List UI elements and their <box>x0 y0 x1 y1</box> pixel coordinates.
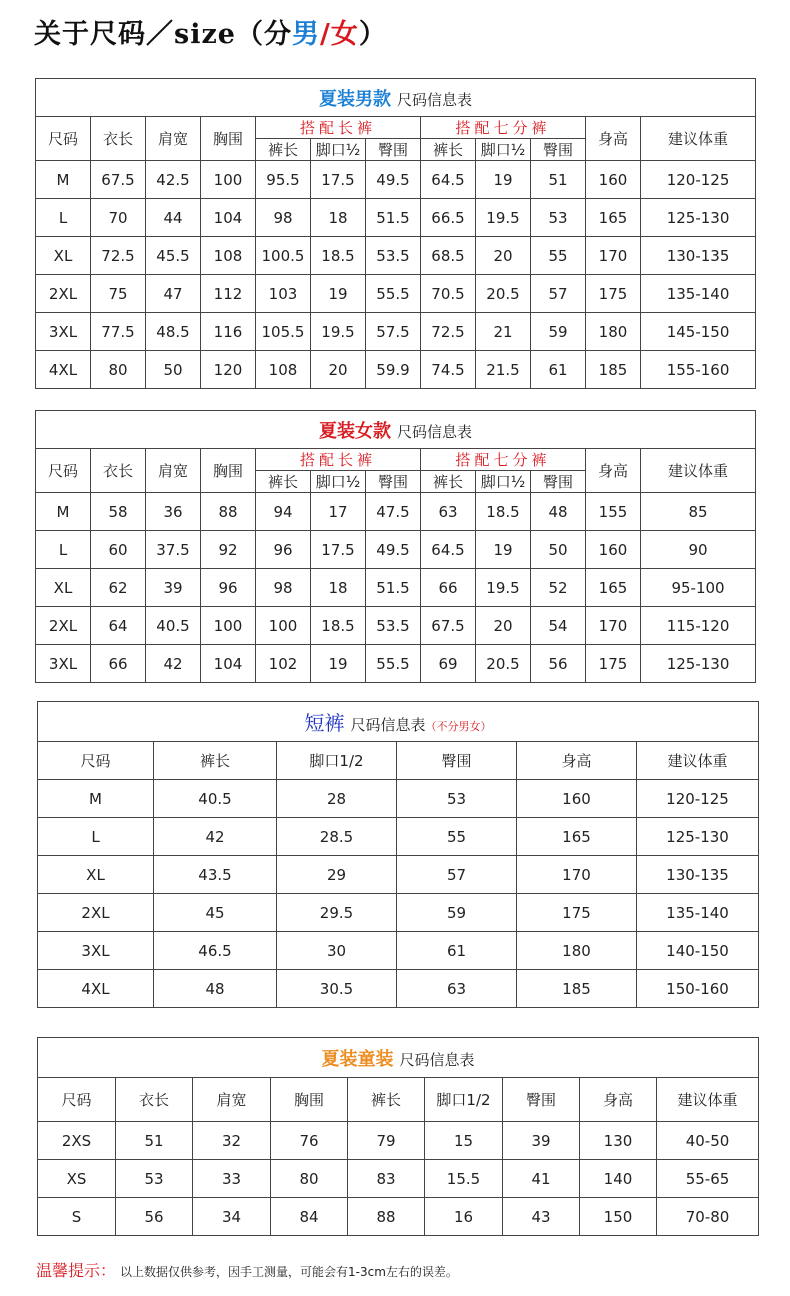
table-cell: 98 <box>256 569 311 607</box>
table-cell: 18.5 <box>311 607 366 645</box>
kids-size-table <box>37 1037 759 1236</box>
table-cell: 53.5 <box>366 237 421 275</box>
women-title: 夏装女款 <box>319 420 392 442</box>
women-table-title <box>36 411 756 449</box>
table-cell: XL <box>36 569 91 607</box>
table-cell: 64 <box>91 607 146 645</box>
shorts-header: 建议体重 <box>637 742 759 780</box>
table-cell: 2XS <box>38 1122 116 1160</box>
women-header-length: 衣长 <box>91 449 146 493</box>
table-cell: 180 <box>517 932 637 970</box>
table-cell: 100.5 <box>256 237 311 275</box>
table-cell: 160 <box>586 161 641 199</box>
women-sub-header: 脚口½ <box>311 471 366 493</box>
table-cell: 61 <box>531 351 586 389</box>
table-cell: 17.5 <box>311 161 366 199</box>
women-sub-header: 脚口½ <box>476 471 531 493</box>
table-cell: L <box>36 531 91 569</box>
table-cell: 42 <box>154 818 277 856</box>
table-cell: 51 <box>531 161 586 199</box>
table-cell: 150-160 <box>637 970 759 1008</box>
table-row <box>36 569 756 607</box>
table-cell: 55 <box>531 237 586 275</box>
men-size-table <box>35 78 756 389</box>
kids-title-suffix: 尺码信息表 <box>399 1050 475 1069</box>
men-title: 夏装男款 <box>319 88 392 110</box>
table-cell: 55.5 <box>366 275 421 313</box>
women-sub-header: 臀围 <box>366 471 421 493</box>
table-cell: 98 <box>256 199 311 237</box>
page-title-women: 女 <box>330 19 359 50</box>
shorts-header: 脚口1/2 <box>277 742 397 780</box>
men-sub-header: 脚口½ <box>311 139 366 161</box>
table-cell: 19 <box>311 645 366 683</box>
table-cell: 30.5 <box>277 970 397 1008</box>
table-cell: 70.5 <box>421 275 476 313</box>
footer-tip-text: 以上数据仅供参考，因手工测量，可能会有1-3cm左右的误差。 <box>120 1265 458 1279</box>
table-cell: 40.5 <box>154 780 277 818</box>
table-cell: 68.5 <box>421 237 476 275</box>
shorts-header: 尺码 <box>38 742 154 780</box>
table-cell: 40.5 <box>146 607 201 645</box>
kids-table-title <box>38 1038 759 1078</box>
table-cell: M <box>36 493 91 531</box>
table-cell: 50 <box>146 351 201 389</box>
page-title-suffix: ） <box>358 19 387 50</box>
table-row <box>38 856 759 894</box>
table-cell: 21.5 <box>476 351 531 389</box>
table-cell: 39 <box>146 569 201 607</box>
table-cell: 61 <box>397 932 517 970</box>
men-header-height: 身高 <box>586 117 641 161</box>
table-cell: M <box>36 161 91 199</box>
women-header-chest: 胸围 <box>201 449 256 493</box>
table-cell: 100 <box>201 607 256 645</box>
table-cell: 96 <box>256 531 311 569</box>
table-cell: 47.5 <box>366 493 421 531</box>
table-cell: 44 <box>146 199 201 237</box>
table-cell: 53 <box>397 780 517 818</box>
table-row <box>36 313 756 351</box>
table-cell: 32 <box>193 1122 271 1160</box>
table-row <box>38 818 759 856</box>
table-row <box>38 894 759 932</box>
page-title-slash: / <box>319 19 331 50</box>
women-header-weight: 建议体重 <box>641 449 756 493</box>
table-cell: 36 <box>146 493 201 531</box>
table-cell: 41 <box>503 1160 580 1198</box>
women-sub-header: 裤长 <box>256 471 311 493</box>
table-cell: 42.5 <box>146 161 201 199</box>
table-cell: 19.5 <box>311 313 366 351</box>
table-cell: 3XL <box>36 313 91 351</box>
table-row <box>36 199 756 237</box>
table-cell: 155 <box>586 493 641 531</box>
table-cell: 70-80 <box>657 1198 759 1236</box>
table-cell: 4XL <box>38 970 154 1008</box>
table-cell: 57 <box>531 275 586 313</box>
table-cell: 90 <box>641 531 756 569</box>
men-header-shoulder: 肩宽 <box>146 117 201 161</box>
men-sub-header: 臀围 <box>531 139 586 161</box>
table-cell: 21 <box>476 313 531 351</box>
table-cell: 55 <box>397 818 517 856</box>
women-size-table <box>35 410 756 683</box>
table-cell: 103 <box>256 275 311 313</box>
table-cell: 3XL <box>38 932 154 970</box>
table-cell: 175 <box>517 894 637 932</box>
table-cell: 63 <box>397 970 517 1008</box>
table-cell: 150 <box>580 1198 657 1236</box>
kids-header: 裤长 <box>348 1078 425 1122</box>
table-cell: 83 <box>348 1160 425 1198</box>
men-header-length: 衣长 <box>91 117 146 161</box>
table-cell: 17.5 <box>311 531 366 569</box>
table-cell: 15 <box>425 1122 503 1160</box>
table-cell: 104 <box>201 199 256 237</box>
table-cell: 140-150 <box>637 932 759 970</box>
shorts-table-title <box>38 702 759 742</box>
table-cell: 57 <box>397 856 517 894</box>
shorts-title-note: （不分男女） <box>425 720 492 733</box>
table-cell: 69 <box>421 645 476 683</box>
table-cell: 140 <box>580 1160 657 1198</box>
shorts-title: 短裤 <box>304 711 345 735</box>
table-cell: 160 <box>517 780 637 818</box>
table-cell: 19 <box>476 531 531 569</box>
women-title-suffix: 尺码信息表 <box>397 422 473 441</box>
table-cell: 19 <box>311 275 366 313</box>
table-row <box>38 1160 759 1198</box>
men-table-title <box>36 79 756 117</box>
table-cell: 20 <box>476 607 531 645</box>
kids-title: 夏装童装 <box>321 1048 394 1070</box>
table-cell: 66 <box>421 569 476 607</box>
table-cell: 55-65 <box>657 1160 759 1198</box>
table-cell: 51.5 <box>366 199 421 237</box>
shorts-size-table <box>37 701 759 1008</box>
table-cell: 165 <box>586 569 641 607</box>
table-cell: 4XL <box>36 351 91 389</box>
table-cell: 59 <box>531 313 586 351</box>
table-cell: 108 <box>256 351 311 389</box>
table-cell: 165 <box>586 199 641 237</box>
table-cell: 64.5 <box>421 531 476 569</box>
kids-header: 身高 <box>580 1078 657 1122</box>
table-cell: 57.5 <box>366 313 421 351</box>
table-cell: 59.9 <box>366 351 421 389</box>
table-cell: 39 <box>503 1122 580 1160</box>
table-cell: 76 <box>271 1122 348 1160</box>
men-sub-header: 裤长 <box>421 139 476 161</box>
table-cell: 48.5 <box>146 313 201 351</box>
table-cell: 105.5 <box>256 313 311 351</box>
table-cell: 165 <box>517 818 637 856</box>
table-cell: 102 <box>256 645 311 683</box>
table-cell: 50 <box>531 531 586 569</box>
table-cell: M <box>38 780 154 818</box>
table-cell: 64.5 <box>421 161 476 199</box>
table-cell: 43.5 <box>154 856 277 894</box>
table-cell: 51.5 <box>366 569 421 607</box>
table-cell: 120-125 <box>637 780 759 818</box>
table-cell: 70 <box>91 199 146 237</box>
table-cell: 18 <box>311 199 366 237</box>
table-cell: 55.5 <box>366 645 421 683</box>
table-cell: 43 <box>503 1198 580 1236</box>
page-title-men: 男 <box>291 19 320 50</box>
table-cell: 20 <box>311 351 366 389</box>
table-cell: 130-135 <box>641 237 756 275</box>
table-cell: 130 <box>580 1122 657 1160</box>
table-cell: 100 <box>256 607 311 645</box>
table-row <box>36 493 756 531</box>
table-cell: 20 <box>476 237 531 275</box>
table-cell: 46.5 <box>154 932 277 970</box>
table-cell: 100 <box>201 161 256 199</box>
table-cell: 2XL <box>38 894 154 932</box>
shorts-header: 臀围 <box>397 742 517 780</box>
table-cell: 28 <box>277 780 397 818</box>
table-cell: 160 <box>586 531 641 569</box>
women-header-shoulder: 肩宽 <box>146 449 201 493</box>
table-cell: 92 <box>201 531 256 569</box>
table-cell: 95-100 <box>641 569 756 607</box>
men-header-chest: 胸围 <box>201 117 256 161</box>
table-cell: 108 <box>201 237 256 275</box>
kids-header: 臀围 <box>503 1078 580 1122</box>
table-cell: 58 <box>91 493 146 531</box>
table-cell: 135-140 <box>637 894 759 932</box>
table-cell: 2XL <box>36 607 91 645</box>
table-cell: 125-130 <box>641 645 756 683</box>
table-row <box>38 1122 759 1160</box>
table-cell: 52 <box>531 569 586 607</box>
table-cell: 49.5 <box>366 531 421 569</box>
table-row <box>36 237 756 275</box>
table-cell: 45 <box>154 894 277 932</box>
men-group-capri: 搭配七分裤 <box>421 117 586 139</box>
men-sub-header: 脚口½ <box>476 139 531 161</box>
table-cell: 80 <box>271 1160 348 1198</box>
table-cell: 29 <box>277 856 397 894</box>
table-cell: 48 <box>154 970 277 1008</box>
kids-header: 脚口1/2 <box>425 1078 503 1122</box>
table-cell: 53.5 <box>366 607 421 645</box>
table-cell: 67.5 <box>421 607 476 645</box>
table-cell: 15.5 <box>425 1160 503 1198</box>
table-cell: 62 <box>91 569 146 607</box>
table-cell: 72.5 <box>91 237 146 275</box>
table-cell: 47 <box>146 275 201 313</box>
table-cell: 16 <box>425 1198 503 1236</box>
table-cell: 155-160 <box>641 351 756 389</box>
women-sub-header: 裤长 <box>421 471 476 493</box>
table-cell: 20.5 <box>476 645 531 683</box>
table-cell: XS <box>38 1160 116 1198</box>
table-cell: 17 <box>311 493 366 531</box>
table-row <box>36 645 756 683</box>
table-cell: 95.5 <box>256 161 311 199</box>
table-cell: 185 <box>517 970 637 1008</box>
shorts-header: 身高 <box>517 742 637 780</box>
page-title-prefix: 关于尺码／size（ <box>34 19 264 50</box>
table-cell: 30 <box>277 932 397 970</box>
table-row <box>38 970 759 1008</box>
table-cell: 88 <box>201 493 256 531</box>
table-cell: 29.5 <box>277 894 397 932</box>
footer-note <box>36 1258 458 1281</box>
table-cell: 19.5 <box>476 569 531 607</box>
table-cell: 130-135 <box>637 856 759 894</box>
table-cell: XL <box>38 856 154 894</box>
table-cell: 85 <box>641 493 756 531</box>
table-row <box>38 780 759 818</box>
table-cell: 56 <box>531 645 586 683</box>
table-cell: 170 <box>586 237 641 275</box>
table-cell: 125-130 <box>641 199 756 237</box>
table-cell: 18.5 <box>311 237 366 275</box>
table-cell: 135-140 <box>641 275 756 313</box>
kids-header: 尺码 <box>38 1078 116 1122</box>
table-row <box>36 607 756 645</box>
table-cell: 42 <box>146 645 201 683</box>
table-cell: 185 <box>586 351 641 389</box>
table-cell: 120-125 <box>641 161 756 199</box>
table-cell: 37.5 <box>146 531 201 569</box>
table-row <box>36 161 756 199</box>
women-group-long-pants: 搭配长裤 <box>256 449 421 471</box>
table-cell: 28.5 <box>277 818 397 856</box>
men-header-size: 尺码 <box>36 117 91 161</box>
table-cell: 18.5 <box>476 493 531 531</box>
table-cell: 60 <box>91 531 146 569</box>
footer-tip-label: 温馨提示： <box>36 1261 117 1280</box>
table-row <box>36 351 756 389</box>
kids-header: 衣长 <box>116 1078 193 1122</box>
women-header-height: 身高 <box>586 449 641 493</box>
table-cell: 180 <box>586 313 641 351</box>
table-cell: 2XL <box>36 275 91 313</box>
table-cell: 66.5 <box>421 199 476 237</box>
table-cell: 49.5 <box>366 161 421 199</box>
table-cell: 175 <box>586 645 641 683</box>
table-cell: 34 <box>193 1198 271 1236</box>
table-row <box>36 531 756 569</box>
table-cell: 115-120 <box>641 607 756 645</box>
table-cell: S <box>38 1198 116 1236</box>
men-sub-header: 裤长 <box>256 139 311 161</box>
women-sub-header: 臀围 <box>531 471 586 493</box>
table-cell: 104 <box>201 645 256 683</box>
table-cell: 19.5 <box>476 199 531 237</box>
women-group-capri: 搭配七分裤 <box>421 449 586 471</box>
table-cell: 54 <box>531 607 586 645</box>
kids-header: 肩宽 <box>193 1078 271 1122</box>
page-title <box>34 12 387 51</box>
table-cell: 88 <box>348 1198 425 1236</box>
table-cell: 116 <box>201 313 256 351</box>
table-cell: 66 <box>91 645 146 683</box>
men-sub-header: 臀围 <box>366 139 421 161</box>
table-cell: 75 <box>91 275 146 313</box>
kids-header: 建议体重 <box>657 1078 759 1122</box>
table-cell: 170 <box>517 856 637 894</box>
table-cell: 63 <box>421 493 476 531</box>
table-cell: 84 <box>271 1198 348 1236</box>
table-cell: 94 <box>256 493 311 531</box>
table-cell: 74.5 <box>421 351 476 389</box>
table-cell: 175 <box>586 275 641 313</box>
table-cell: 45.5 <box>146 237 201 275</box>
table-cell: 72.5 <box>421 313 476 351</box>
table-cell: 80 <box>91 351 146 389</box>
table-cell: 48 <box>531 493 586 531</box>
table-cell: 59 <box>397 894 517 932</box>
women-header-size: 尺码 <box>36 449 91 493</box>
table-cell: L <box>38 818 154 856</box>
shorts-title-suffix: 尺码信息表 <box>350 716 426 734</box>
table-cell: XL <box>36 237 91 275</box>
table-cell: 125-130 <box>637 818 759 856</box>
table-cell: 79 <box>348 1122 425 1160</box>
table-cell: 96 <box>201 569 256 607</box>
table-cell: 145-150 <box>641 313 756 351</box>
table-cell: 19 <box>476 161 531 199</box>
table-cell: 56 <box>116 1198 193 1236</box>
men-group-long-pants: 搭配长裤 <box>256 117 421 139</box>
table-cell: 20.5 <box>476 275 531 313</box>
men-header-weight: 建议体重 <box>641 117 756 161</box>
table-cell: 33 <box>193 1160 271 1198</box>
kids-header: 胸围 <box>271 1078 348 1122</box>
table-row <box>38 932 759 970</box>
table-cell: 40-50 <box>657 1122 759 1160</box>
table-cell: 77.5 <box>91 313 146 351</box>
shorts-header: 裤长 <box>154 742 277 780</box>
table-cell: 53 <box>116 1160 193 1198</box>
table-cell: 67.5 <box>91 161 146 199</box>
men-title-suffix: 尺码信息表 <box>397 90 473 109</box>
table-cell: 51 <box>116 1122 193 1160</box>
table-cell: 112 <box>201 275 256 313</box>
table-row <box>36 275 756 313</box>
table-cell: 3XL <box>36 645 91 683</box>
table-cell: L <box>36 199 91 237</box>
table-cell: 170 <box>586 607 641 645</box>
table-row <box>38 1198 759 1236</box>
table-cell: 53 <box>531 199 586 237</box>
page-title-split: 分 <box>263 19 292 50</box>
table-cell: 18 <box>311 569 366 607</box>
table-cell: 120 <box>201 351 256 389</box>
